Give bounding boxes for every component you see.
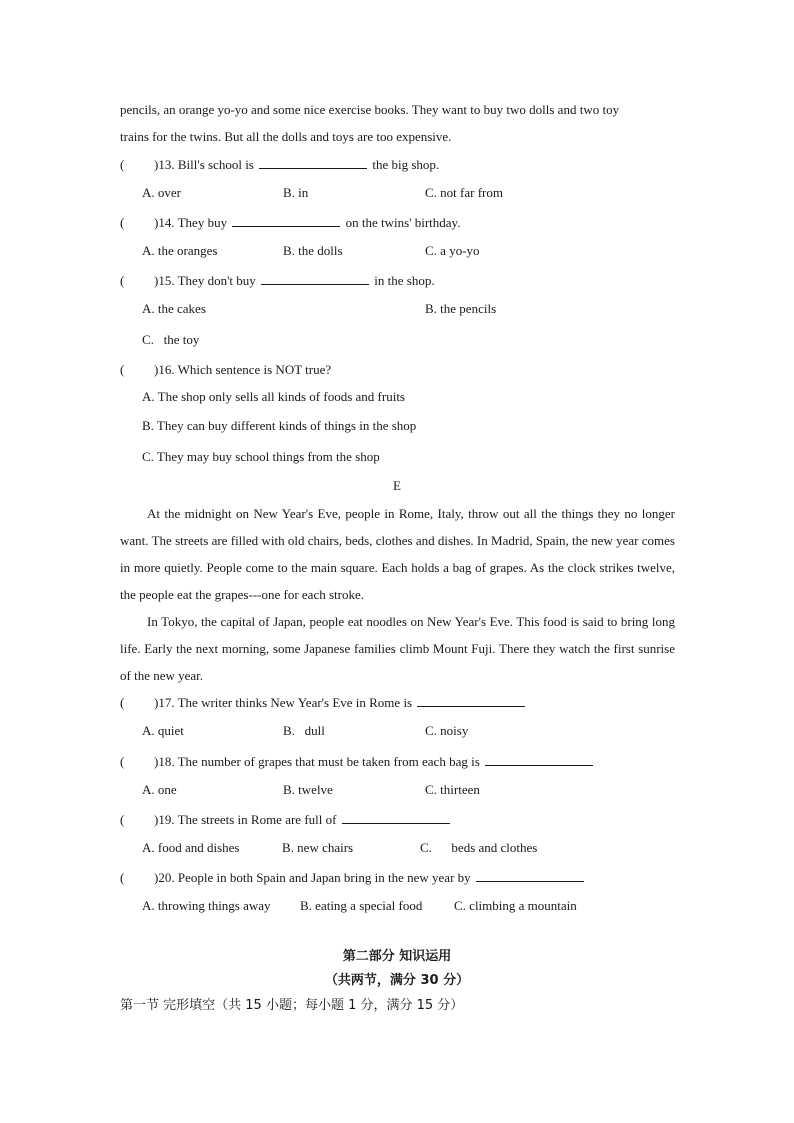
- option-b[interactable]: B. in: [283, 185, 309, 200]
- answer-blank[interactable]: [485, 753, 593, 766]
- option-c[interactable]: C. a yo-yo: [425, 243, 480, 258]
- question-number: )20.: [154, 870, 175, 885]
- question-17: [120, 694, 527, 711]
- part-subtitle: （共两节，满分 30 分）: [324, 973, 470, 988]
- option-c[interactable]: C. noisy: [425, 723, 469, 738]
- question-text: They buy: [177, 215, 228, 230]
- answer-paren: (: [120, 754, 125, 769]
- question-text-tail: the big shop.: [372, 157, 440, 172]
- question-number: )16.: [154, 362, 175, 377]
- question-number: )13.: [154, 157, 175, 172]
- answer-blank[interactable]: [417, 694, 525, 707]
- option-b[interactable]: B. twelve: [283, 782, 333, 797]
- question-number: )18.: [154, 754, 175, 769]
- part-title: 第二部分 知识运用: [342, 949, 452, 964]
- answer-blank[interactable]: [259, 156, 367, 169]
- question-number: )14.: [154, 215, 175, 230]
- question-text: The writer thinks New Year's Eve in Rome is: [177, 695, 413, 710]
- question-16: [120, 362, 331, 378]
- option-b[interactable]: B. They can buy different kinds of things in the shop: [142, 418, 417, 433]
- question-20: [120, 869, 586, 886]
- question-text: Which sentence is NOT true?: [177, 362, 332, 377]
- passage-line: trains for the twins. But all the dolls and toys are too expensive.: [120, 129, 452, 144]
- option-a[interactable]: A. one: [142, 782, 177, 797]
- passage-paragraph: At the midnight on New Year's Eve, people in Rome, Italy, throw out all the things they no longer want. The streets are filled with old chairs, beds, clothes and dishes. In Madrid, Spain, the new year comes in more quietly. People come to the main square. Each holds a bag of grapes. As the clock strikes twelve, the people eat the grapes---one for each stroke.: [120, 506, 675, 602]
- option-c[interactable]: C. climbing a mountain: [454, 898, 577, 913]
- question-14: [120, 214, 460, 231]
- option-c[interactable]: C. the toy: [142, 332, 200, 347]
- answer-paren: (: [120, 870, 125, 885]
- question-13: [120, 156, 439, 173]
- question-text-tail: on the twins' birthday.: [345, 215, 461, 230]
- question-18: [120, 753, 595, 770]
- passage-paragraph: In Tokyo, the capital of Japan, people eat noodles on New Year's Eve. This food is said to bring long life. Early the next morning, some Japanese families climb Mount Fuji. There they watch the first sunrise of the new year.: [120, 614, 675, 683]
- answer-blank[interactable]: [476, 869, 584, 882]
- option-a[interactable]: A. over: [142, 185, 181, 200]
- option-a[interactable]: A. food and dishes: [142, 840, 240, 855]
- answer-paren: (: [120, 215, 125, 230]
- option-c[interactable]: C. beds and clothes: [420, 840, 538, 855]
- answer-paren: (: [120, 273, 125, 288]
- option-a[interactable]: A. the oranges: [142, 243, 218, 258]
- option-c[interactable]: C. thirteen: [425, 782, 480, 797]
- question-text-tail: in the shop.: [374, 273, 435, 288]
- option-c[interactable]: C. not far from: [425, 185, 503, 200]
- question-number: )17.: [154, 695, 175, 710]
- question-text: The number of grapes that must be taken from each bag is: [177, 754, 480, 769]
- answer-paren: (: [120, 157, 125, 172]
- answer-blank[interactable]: [232, 214, 340, 227]
- answer-paren: (: [120, 695, 125, 710]
- question-text: Bill's school is: [177, 157, 254, 172]
- answer-paren: (: [120, 362, 125, 377]
- section-heading: 第一节 完形填空（共 15 小题；每小题 1 分，满分 15 分）: [120, 998, 464, 1013]
- question-number: )15.: [154, 273, 175, 288]
- option-a[interactable]: A. quiet: [142, 723, 184, 738]
- option-b[interactable]: B. the pencils: [425, 301, 497, 316]
- option-b[interactable]: B. the dolls: [283, 243, 343, 258]
- question-19: [120, 811, 452, 828]
- option-b[interactable]: B. new chairs: [282, 840, 354, 855]
- option-c[interactable]: C. They may buy school things from the shop: [142, 449, 380, 464]
- option-a[interactable]: A. throwing things away: [142, 898, 271, 913]
- answer-blank[interactable]: [261, 272, 369, 285]
- question-text: They don't buy: [177, 273, 256, 288]
- passage-line: pencils, an orange yo-yo and some nice exercise books. They want to buy two dolls and two toy: [120, 102, 620, 117]
- passage-heading: E: [393, 478, 401, 493]
- option-a[interactable]: A. the cakes: [142, 301, 206, 316]
- answer-paren: (: [120, 812, 125, 827]
- question-text: People in both Spain and Japan bring in the new year by: [177, 870, 471, 885]
- option-b[interactable]: B. eating a special food: [300, 898, 423, 913]
- answer-blank[interactable]: [342, 811, 450, 824]
- option-b[interactable]: B. dull: [283, 723, 325, 738]
- question-text: The streets in Rome are full of: [177, 812, 337, 827]
- option-a[interactable]: A. The shop only sells all kinds of foods and fruits: [142, 389, 405, 404]
- question-number: )19.: [154, 812, 175, 827]
- question-15: [120, 272, 435, 289]
